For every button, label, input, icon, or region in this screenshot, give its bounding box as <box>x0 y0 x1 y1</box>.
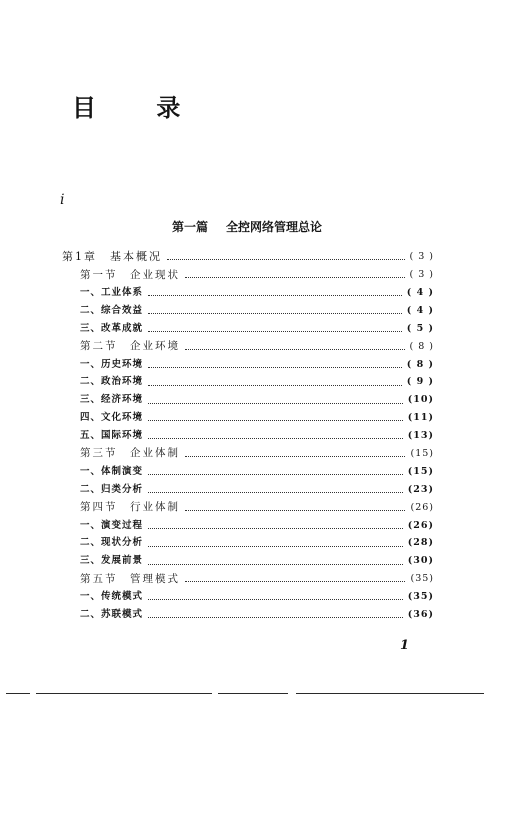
toc-page-number: (26) <box>410 501 434 513</box>
toc-entry-label: 第三节 企业体制 <box>80 447 180 460</box>
toc-chapter <box>62 248 434 266</box>
dot-leader <box>185 456 405 457</box>
toc-page-number: ( 9 ) <box>406 376 434 388</box>
toc-entry-label: 五、国际环境 <box>80 430 144 442</box>
toc-item <box>62 606 434 624</box>
page-heading: 目 录 <box>72 94 207 122</box>
toc-page-number: (13) <box>407 430 434 442</box>
toc-item <box>62 409 434 427</box>
toc-entry-label: 二、政治环境 <box>80 376 144 388</box>
dot-leader <box>148 528 403 529</box>
toc-page-number: ( 5 ) <box>406 322 434 334</box>
toc-item <box>62 373 434 391</box>
toc-item <box>62 391 434 409</box>
dot-leader <box>148 599 403 600</box>
dot-leader <box>148 331 402 332</box>
toc-section <box>62 445 434 463</box>
toc-page-number: (10) <box>407 394 434 406</box>
toc-page-number: ( 8 ) <box>406 358 434 370</box>
toc-section <box>62 337 434 355</box>
toc-item <box>62 302 434 320</box>
toc-page-number: ( 4 ) <box>406 304 434 316</box>
toc-page-number: (23) <box>407 483 434 495</box>
toc-page-number: (36) <box>407 609 434 620</box>
toc-entry-label: 二、综合效益 <box>80 304 144 316</box>
toc-entry-label: 四、文化环境 <box>80 412 144 424</box>
toc-entry-label: 一、体制演变 <box>80 465 144 477</box>
toc-page-number: (30) <box>407 555 434 567</box>
toc-entry-label: 三、改革成就 <box>80 322 144 334</box>
toc-page-number: (35) <box>407 591 434 603</box>
toc-page-number: (28) <box>407 537 434 549</box>
toc-item <box>62 516 434 534</box>
dot-leader <box>148 420 403 421</box>
toc-page-number: ( 3 ) <box>409 269 434 281</box>
toc-entry-label: 一、演变过程 <box>80 519 144 531</box>
toc-item <box>62 588 434 606</box>
dot-leader <box>185 581 405 582</box>
dot-leader <box>167 259 405 260</box>
toc-section <box>62 498 434 516</box>
toc-page-number: (15) <box>407 465 434 477</box>
toc-item <box>62 355 434 373</box>
part-label: 第一篇 <box>172 220 209 234</box>
toc-page-number: (35) <box>410 573 434 585</box>
toc-entry-label: 第1章 基本概况 <box>62 250 162 264</box>
toc-entry-label: 第五节 管理模式 <box>80 572 180 585</box>
table-of-contents <box>62 248 434 624</box>
toc-section <box>62 570 434 588</box>
page-number: 1 <box>400 638 410 653</box>
scan-edge-line <box>296 693 484 694</box>
dot-leader <box>148 617 403 618</box>
toc-entry-label: 第一节 企业现状 <box>80 268 180 281</box>
margin-mark: i <box>60 192 65 208</box>
toc-page-number: ( 4 ) <box>406 286 434 298</box>
scan-edge-line <box>218 693 288 694</box>
scan-edge-line <box>36 693 212 694</box>
toc-item <box>62 427 434 445</box>
toc-entry-label: 二、归类分析 <box>80 483 144 495</box>
dot-leader <box>148 564 403 565</box>
dot-leader <box>185 349 405 350</box>
toc-entry-label: 一、历史环境 <box>80 358 144 370</box>
toc-page-number: ( 3 ) <box>409 251 434 263</box>
dot-leader <box>148 403 403 404</box>
toc-entry-label: 一、工业体系 <box>80 286 144 298</box>
dot-leader <box>148 313 402 314</box>
toc-page-number: (11) <box>407 412 434 424</box>
dot-leader <box>148 295 402 296</box>
toc-item <box>62 320 434 338</box>
part-title <box>172 218 322 235</box>
dot-leader <box>148 385 402 386</box>
toc-entry-label: 三、发展前景 <box>80 555 144 567</box>
toc-entry-label: 三、经济环境 <box>80 394 144 406</box>
toc-entry-label: 二、现状分析 <box>80 537 144 549</box>
scan-edge-line <box>6 693 30 694</box>
dot-leader <box>148 367 402 368</box>
toc-page-number: ( 8 ) <box>409 340 434 352</box>
toc-section <box>62 266 434 284</box>
toc-page-number: (15) <box>410 447 434 459</box>
toc-item <box>62 534 434 552</box>
dot-leader <box>148 474 403 475</box>
part-name: 全控网络管理总论 <box>226 220 323 234</box>
dot-leader <box>148 546 403 547</box>
dot-leader <box>185 510 405 511</box>
toc-page-number: (26) <box>407 519 434 531</box>
toc-entry-label: 第二节 企业环境 <box>80 340 180 353</box>
toc-entry-label: 第四节 行业体制 <box>80 501 180 514</box>
dot-leader <box>148 492 403 493</box>
toc-item <box>62 481 434 499</box>
toc-entry-label: 二、苏联模式 <box>80 609 144 620</box>
toc-item <box>62 552 434 570</box>
dot-leader <box>148 438 403 439</box>
dot-leader <box>185 277 405 278</box>
toc-item <box>62 284 434 302</box>
toc-entry-label: 一、传统模式 <box>80 591 144 603</box>
toc-item <box>62 463 434 481</box>
